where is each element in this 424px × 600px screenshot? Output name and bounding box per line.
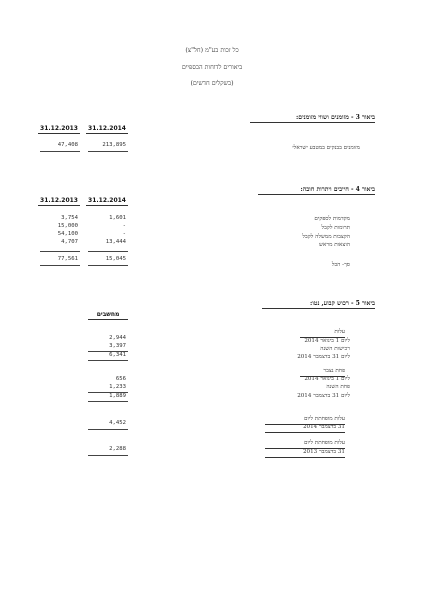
note4-total-line-2013 [40, 265, 80, 266]
note4-row-2014: 1,601 [109, 215, 126, 221]
currency-note: (בשקלים חדשים) [190, 80, 234, 87]
note4-heading: ביאור 4 - חייבים ויתרות חובה: [258, 187, 375, 195]
note3-row-2014: 213,895 [102, 142, 126, 148]
note5-col-computers: מחשבים [88, 312, 128, 320]
note4-subtotal-line-2013 [40, 251, 80, 252]
note5-dep-title: פחת נצבר [300, 369, 345, 377]
note5-dep-close-value: 1,889 [109, 393, 126, 399]
note3-col-2014: 31.12.2014 [86, 126, 128, 134]
note5-dep-add-value: 1,233 [109, 384, 126, 390]
note5-cost-title: עלות [300, 330, 345, 338]
note3-underline-2013 [40, 151, 80, 152]
note4-row-2013: 4,707 [61, 239, 78, 245]
note4-col-2013: 31.12.2013 [38, 198, 80, 206]
note5-dep-close: ליום 31 בדצמבר 2014 [297, 393, 350, 399]
note5-cost-add: רכישות השנה [320, 346, 350, 352]
note5-nbv2013-date: 31 בדצמבר 2013 [265, 450, 345, 458]
company-name: כל זכות בע"מ (חל"צ) [185, 47, 239, 54]
note3-heading: ביאור 3 - מזומנים ושווי מזומנים: [250, 115, 375, 123]
note5-cost-total-line [88, 360, 128, 361]
note3-col-2013: 31.12.2013 [38, 126, 80, 134]
note5-cost-close-value: 6,341 [109, 352, 126, 358]
note5-heading: ביאור 5 - רכוש קבוע, נטו: [262, 301, 375, 309]
note4-row-label: הוצאות מראש [319, 242, 350, 248]
note4-total-2013: 77,561 [57, 256, 78, 262]
note4-row-2013: 3,754 [61, 215, 78, 221]
note5-dep-open: ליום 1 בינואר 2014 [304, 376, 350, 382]
note5-nbv2014-value: 4,452 [109, 420, 126, 426]
note5-cost-open: ליום 1 בינואר 2014 [304, 338, 350, 344]
note5-nbv2013-value: 2,288 [109, 446, 126, 452]
note4-row-label: הקצבות ממשלה לקבל [302, 234, 350, 240]
note4-row-2014: - [122, 223, 126, 229]
note5-nbv2013-line [88, 455, 128, 456]
note5-nbv2013-title: עלות מופחתת ליום [265, 441, 345, 449]
note5-cost-close: ליום 31 בדצמבר 2014 [297, 354, 350, 360]
note5-nbv2014-line [88, 429, 128, 430]
note4-total-2014: 15,045 [105, 256, 126, 262]
note4-total-label: סך- הכל [331, 262, 350, 268]
note5-cost-add-value: 3,397 [109, 343, 126, 349]
note4-row-2013: 15,000 [57, 223, 78, 229]
note3-row-label: מזומנים בבנקים במטבע ישראלי [292, 145, 360, 151]
note5-dep-total-line [88, 401, 128, 402]
note4-subtotal-line-2014 [88, 251, 128, 252]
note4-row-2014: - [122, 231, 126, 237]
note4-row-label: מקדמות לספקים [314, 216, 350, 222]
note4-total-line-2014 [88, 265, 128, 266]
note4-row-label: תרומות לקבל [321, 225, 350, 231]
note3-underline-2014 [88, 151, 128, 152]
note5-dep-open-value: 656 [115, 376, 126, 382]
note3-row-2013: 47,408 [57, 142, 78, 148]
note5-dep-add: פחת השנה [326, 384, 350, 390]
note5-cost-open-value: 2,944 [109, 335, 126, 341]
note5-nbv2014-title: עלות מופחתת ליום [265, 417, 345, 425]
document-title: ביאורים לדוחות הכספיים [181, 64, 243, 71]
note5-nbv2014-date: 31 בדצמבר 2014 [265, 425, 345, 433]
note4-col-2014: 31.12.2014 [86, 198, 128, 206]
note4-row-2013: 54,100 [57, 231, 78, 237]
note4-row-2014: 13,444 [105, 239, 126, 245]
